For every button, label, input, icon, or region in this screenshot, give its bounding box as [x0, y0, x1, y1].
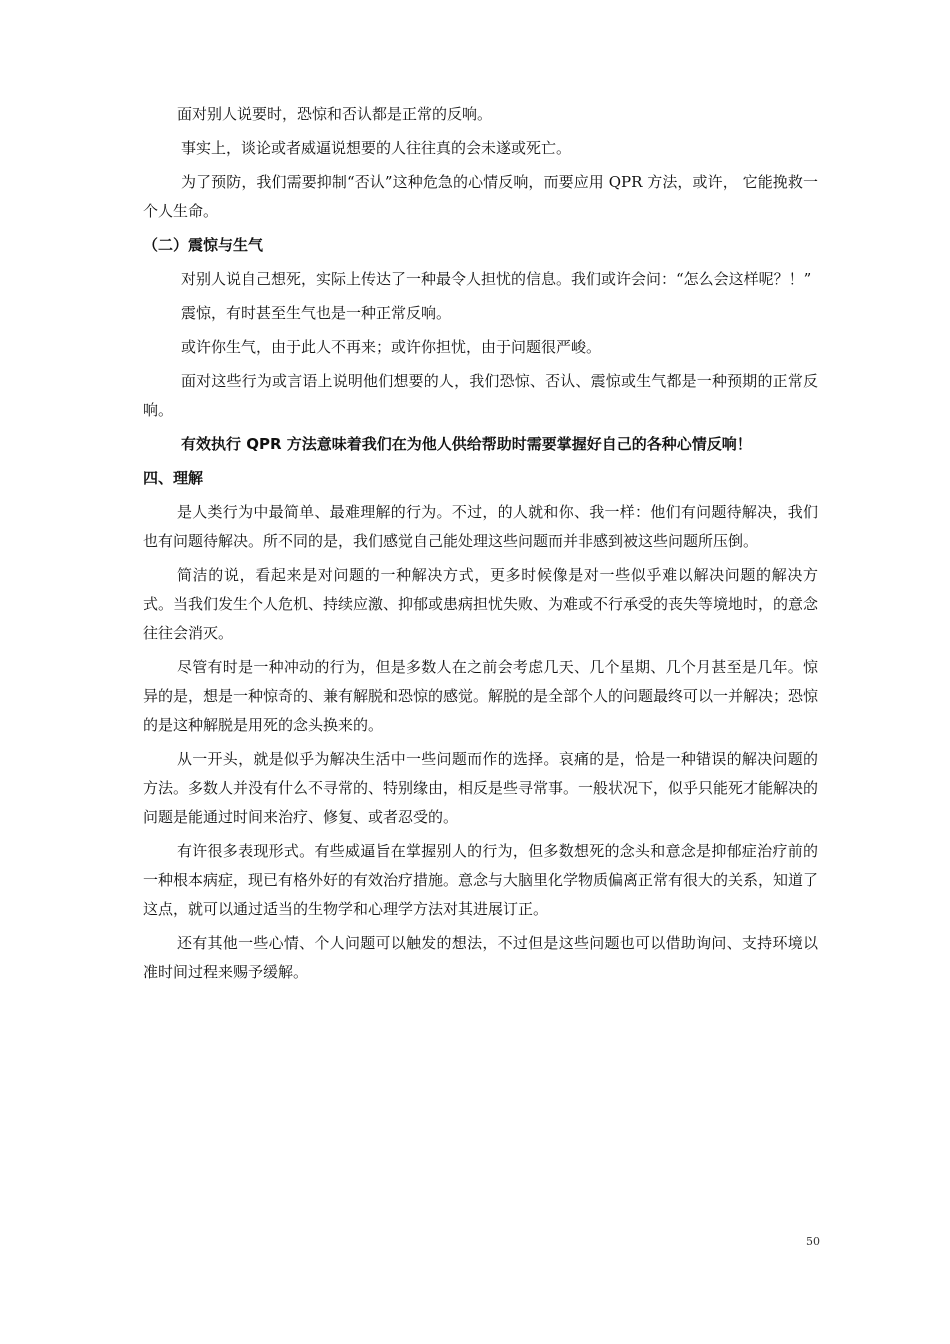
- paragraph-13: 还有其他一些心情、个人问题可以触发的想法，不过但是这些问题也可以借助询问、支持环境以准时间过程来赐予缓解。: [143, 934, 818, 981]
- emphasis-statement: 有效执行 QPR 方法意味着我们在为他人供给帮助时需要掌握好自己的各种心情反响！: [181, 435, 752, 453]
- paragraph-4: 对别人说自己想死，实际上传达了一种最令人担忧的信息。我们或许会问：“怎么会这样呢？！”: [181, 270, 812, 288]
- paragraph-7: 面对这些行为或言语上说明他们想要的人，我们恐惊、否认、震惊或生气都是一种预期的正常反响。: [143, 372, 818, 419]
- paragraph-3: 为了预防，我们需要抑制“否认”这种危急的心情反响，而要应用 QPR 方法，或许， 它能挽救一个人生命。: [143, 173, 818, 220]
- paragraph-8: 是人类行为中最简单、最难理解的行为。不过，的人就和你、我一样：他们有问题待解决，我们也有问题待解决。所不同的是，我们感觉自己能处理这些问题而并非感到被这些问题所压倒。: [143, 503, 818, 550]
- section-heading-understanding: 四、理解: [143, 469, 204, 487]
- section-heading-shock-anger: （二）震惊与生气: [143, 236, 264, 254]
- page-number: 50: [806, 1235, 820, 1248]
- paragraph-6: 或许你生气，由于此人不再来；或许你担忧，由于问题很严峻。: [181, 338, 602, 356]
- paragraph-2: 事实上，谈论或者威逼说想要的人往往真的会未遂或死亡。: [181, 139, 572, 157]
- paragraph-10: 尽管有时是一种冲动的行为，但是多数人在之前会考虑几天、几个星期、几个月甚至是几年。惊异的是，想是一种惊奇的、兼有解脱和恐惊的感觉。解脱的是全部个人的问题最终可以一并解决；恐惊的是这种解脱是用死的念头换来的。: [143, 658, 819, 734]
- paragraph-11: 从一开头，就是似乎为解决生活中一些问题而作的选择。哀痛的是，恰是一种错误的解决问题的方法。多数人并没有什么不寻常的、特别缘由，相反是些寻常事。一般状况下，似乎只能死才能解决的问题是能通过时间来治疗、修复、或者忍受的。: [143, 750, 819, 826]
- paragraph-1: 面对别人说要时，恐惊和否认都是正常的反响。: [177, 105, 493, 123]
- paragraph-9: 简洁的说，看起来是对问题的一种解决方式，更多时候像是对一些似乎难以解决问题的解决方式。当我们发生个人危机、持续应激、抑郁或患病担忧失败、为难或不行承受的丧失等境地时，的意念往往会消灭。: [143, 566, 819, 642]
- document-body: [143, 100, 818, 992]
- paragraph-5: 震惊，有时甚至生气也是一种正常反响。: [181, 304, 452, 322]
- paragraph-12: 有许很多表现形式。有些威逼旨在掌握别人的行为，但多数想死的念头和意念是抑郁症治疗前的一种根本病症，现已有格外好的有效治疗措施。意念与大脑里化学物质偏离正常有很大的关系，知道了这点，就可以通过适当的生物学和心理学方法对其进展订正。: [143, 842, 819, 918]
